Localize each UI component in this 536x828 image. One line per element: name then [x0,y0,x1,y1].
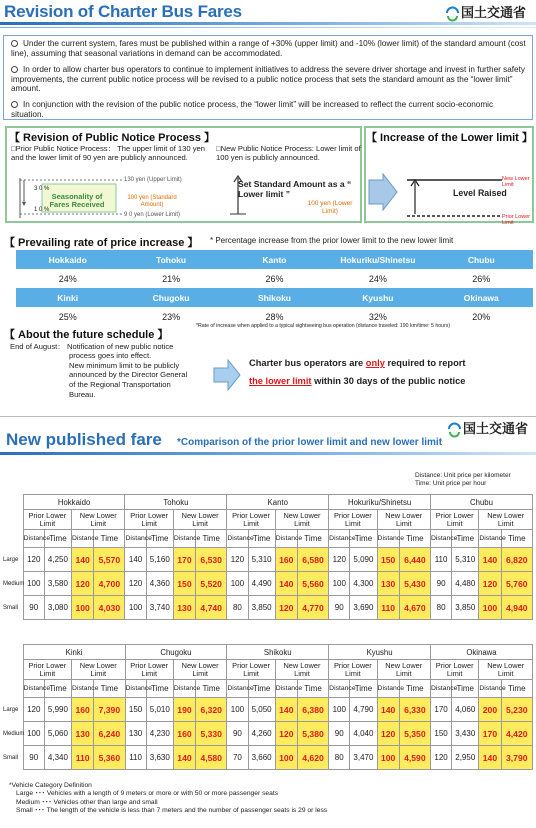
prior-fare-cell: 5,090 [350,548,377,572]
new-fare-cell: 140 [377,698,399,722]
report-line-2: the lower limit within 30 days of the public notice [249,376,466,386]
prior-fare-cell: 3,470 [350,746,377,770]
new-fare-cell: 6,320 [196,698,227,722]
prior-fare-cell: 4,790 [350,698,377,722]
distance-header: Distance [125,530,146,548]
header-bar [0,22,536,25]
rate-region: Chugoku [119,288,222,307]
fare-row [3,698,533,722]
new-fare-cell: 130 [173,596,195,620]
new-fare-cell: 6,820 [501,548,532,572]
ministry-mark-icon [446,7,459,20]
rate-value-row [16,269,533,288]
rate-value: 28% [223,307,326,326]
new-fare-cell: 200 [479,698,501,722]
prior-limit-header: Prior Lower Limit [125,660,173,680]
distance-header: Distance [275,530,297,548]
prior-fare-cell: 4,260 [248,722,275,746]
ministry-logo-text: 国土交通省 [461,5,527,20]
time-header: Time [501,680,532,698]
prior-limit-header: Prior Lower Limit [227,510,275,530]
prior-fare-cell: 120 [125,572,146,596]
prior-fare-cell: 70 [227,746,248,770]
time-header: Time [44,530,71,548]
increase-title: 【 Increase of the Lower limit 】 [366,132,533,144]
time-header: Time [452,530,479,548]
distance-header: Distance [479,680,501,698]
rate-header-row [16,288,533,307]
distance-header: Distance [23,680,44,698]
new-fare-cell: 140 [275,698,297,722]
region-header: Okinawa [430,645,532,660]
new-fare-cell: 5,360 [94,746,125,770]
prior-fare-cell: 120 [227,548,248,572]
lower-limit-emphasis: the lower limit [249,376,312,386]
distance-header: Distance [23,530,44,548]
new-limit-header: New Lower Limit [173,660,226,680]
new-fare-cell: 4,620 [297,746,328,770]
new-fare-cell: 4,030 [94,596,125,620]
distance-header: Distance [431,530,452,548]
region-header: Kinki [23,645,125,660]
prior-fare-cell: 120 [329,548,350,572]
new-fare-cell: 140 [72,548,94,572]
prior-fare-cell: 5,310 [452,548,479,572]
prevailing-title: 【 Prevailing rate of price increase 】 [4,237,199,249]
seasonality-label: Seasonality of Fares Received [49,192,105,209]
schedule-title: 【 About the future schedule 】 [4,329,169,341]
prior-fare-cell: 90 [227,722,248,746]
region-header: Chubu [431,495,533,510]
new-fare-cell: 110 [72,746,94,770]
prior-fare-cell: 4,480 [452,572,479,596]
region-header: Kyushu [329,645,431,660]
new-fare-cell: 130 [377,572,399,596]
new-fare-cell: 120 [275,596,297,620]
standard-amount-label: 100 yen (Standard Amount) [127,195,177,208]
new-fare-cell: 150 [173,572,195,596]
new-fare-cell: 120 [377,722,399,746]
prior-fare-cell: 130 [125,722,146,746]
new-fare-cell: 6,330 [399,698,430,722]
rate-table [16,250,533,326]
new-fare-cell: 5,350 [399,722,430,746]
prior-fare-cell: 100 [329,572,350,596]
prior-fare-cell: 80 [431,596,452,620]
rate-region: Kanto [223,250,326,269]
prior-fare-cell: 3,850 [452,596,479,620]
prior-fare-cell: 4,360 [146,572,173,596]
new-limit-header: New Lower Limit [479,660,533,680]
region-header: Tohoku [125,495,227,510]
vehicle-definitions: *Vehicle Category Definition Large ･･･ Vehicles with a length of 9 meters or more or with 50 or more passenger seats Medium ･･･ Vehicles other than large and small Small ･･･ The length of the vehicle is less than 7 meters and the number of passenger seats is 29 or less [9,782,328,814]
new-fare-cell: 6,240 [94,722,125,746]
time-header: Time [44,680,71,698]
new-fare-cell: 130 [72,722,94,746]
prior-lower-limit-tag: Prior Lower Limit [502,214,531,226]
fares-title: New published fare [6,430,162,449]
rate-value: 20% [430,307,533,326]
new-fare-cell: 140 [479,746,501,770]
schedule-detail: process goes into effect. New minimum limit to be publicly announced by the Director General of the Regional Transportation Bureau. [69,351,188,399]
new-fare-cell: 170 [479,722,501,746]
notice-item: In order to allow charter bus operators to continue to implement initiatives to address the severe driver shortage and invest in further safety improvements, the current public notice process will be revised to a public notice process that sets the standard amount as the “lower limit” amount. [11,65,525,93]
new-fare-cell: 100 [72,596,94,620]
new-lower-limit-tag: New Lower Limit [502,176,530,188]
distance-header: Distance [72,530,94,548]
fare-row [3,746,533,770]
only-emphasis: only [365,358,385,368]
right-arrow-icon [212,358,242,392]
new-fare-cell: 5,380 [297,722,328,746]
distance-header: Distance [479,530,501,548]
rate-value: 26% [430,269,533,288]
distance-header: Distance [377,530,399,548]
new-fare-cell: 110 [377,596,399,620]
header-bar-thin [0,27,536,28]
rate-footnote: *Rate of increase when applied to a typical sightseeing bus operation (distance traveled: 190 km/time: 5 hours) [196,323,451,329]
time-header: Time [399,530,430,548]
region-header: Shikoku [227,645,329,660]
notice-item: In conjunction with the revision of the public notice process, the “lower limit” will be increased to reflect the current socio-economic situation. [11,100,494,119]
prior-fare-cell: 100 [23,572,44,596]
prior-fare-cell: 5,050 [248,698,275,722]
new-limit-header: New Lower Limit [377,660,430,680]
prior-limit-header: Prior Lower Limit [125,510,173,530]
new-limit-header: New Lower Limit [72,510,125,530]
distance-header: Distance [173,530,195,548]
new-limit-header: New Lower Limit [377,510,430,530]
pct-10-label: 1 0 % [34,207,50,213]
new-fare-cell: 5,430 [399,572,430,596]
unit-row [3,680,533,698]
prior-fare-cell: 120 [23,698,44,722]
section-divider [0,416,536,417]
vehicle-size-label: Medium [3,580,25,587]
new-fare-cell: 5,570 [94,548,125,572]
distance-header: Distance [329,680,350,698]
page-title: Revision of Charter Bus Fares [4,2,242,21]
prior-fare-cell: 100 [227,698,248,722]
region-header: Kanto [227,495,329,510]
bullet-circle-icon [11,101,18,108]
new-fare-cell: 5,520 [196,572,227,596]
process-title: 【 Revision of Public Notice Process 】 [9,132,215,144]
fare-row [3,596,533,620]
new-lower-limit-label: 100 yen (Lower Limit) [307,200,353,215]
prior-limit-header: Prior Lower Limit [430,660,478,680]
time-header: Time [501,530,532,548]
bullet-circle-icon [11,66,18,73]
new-fare-cell: 4,670 [399,596,430,620]
distance-header: Distance [329,530,350,548]
rate-region: Tohoku [119,250,222,269]
fare-row [3,548,533,572]
prior-fare-cell: 4,490 [248,572,275,596]
limit-row [3,510,533,530]
prior-fare-cell: 90 [23,596,44,620]
distance-header: Distance [72,680,94,698]
unit-row [3,530,533,548]
time-header: Time [399,680,430,698]
rate-region: Hokuriku/Shinetsu [326,250,429,269]
new-limit-header: New Lower Limit [479,510,533,530]
prevailing-note: * Percentage increase from the prior lower limit to the new lower limit [210,236,454,245]
fares-bar [0,452,536,455]
new-fare-cell: 5,760 [501,572,532,596]
rate-value: 26% [223,269,326,288]
prior-fare-cell: 100 [125,596,146,620]
limit-row [3,660,533,680]
time-header: Time [94,680,125,698]
prior-fare-cell: 3,430 [452,722,479,746]
distance-header: Distance [227,680,248,698]
fare-table-2 [3,644,533,770]
prior-fare-cell: 4,230 [146,722,173,746]
prior-limit-header: Prior Lower Limit [23,660,71,680]
new-fare-cell: 4,590 [399,746,430,770]
ministry-logo-2: 国土交通省 [448,418,528,437]
prior-fare-cell: 4,340 [44,746,71,770]
rate-region: Kyushu [326,288,429,307]
new-fare-cell: 6,580 [297,548,328,572]
vehicle-size-label: Medium [3,730,25,737]
vehicle-size-label: Large [3,706,19,713]
prior-fare-cell: 3,580 [44,572,71,596]
time-header: Time [146,680,173,698]
level-raised-label: Level Raised [453,188,507,198]
new-fare-cell: 4,420 [501,722,532,746]
prior-fare-cell: 80 [329,746,350,770]
time-header: Time [146,530,173,548]
prior-limit-header: Prior Lower Limit [329,510,377,530]
prior-fare-cell: 3,660 [248,746,275,770]
region-header: Hokuriku/Shinetsu [329,495,431,510]
rate-value: 32% [326,307,429,326]
fare-row [3,722,533,746]
upper-limit-label: 130 yen (Upper Limit) [124,177,182,183]
rate-value: 23% [119,307,222,326]
rate-region: Chubu [430,250,533,269]
distance-header: Distance [227,530,248,548]
prior-fare-cell: 4,060 [452,698,479,722]
new-fare-cell: 100 [377,746,399,770]
new-fare-cell: 6,380 [297,698,328,722]
prior-fare-cell: 2,950 [452,746,479,770]
new-fare-cell: 190 [173,698,195,722]
prior-fare-cell: 3,740 [146,596,173,620]
prior-fare-cell: 3,630 [146,746,173,770]
distance-header: Distance [430,680,451,698]
rate-value: 24% [326,269,429,288]
schedule-line: End of August： Notification of new public notice [10,342,174,351]
prior-fare-cell: 4,040 [350,722,377,746]
prior-fare-cell: 140 [125,548,146,572]
fares-subtitle: *Comparison of the prior lower limit and new lower limit [177,437,443,448]
vehicle-size-label: Small [3,754,19,761]
prior-fare-cell: 90 [431,572,452,596]
prior-limit-header: Prior Lower Limit [23,510,71,530]
prior-fare-cell: 170 [430,698,451,722]
time-header: Time [248,530,275,548]
time-header: Time [94,530,125,548]
time-header: Time [196,680,227,698]
prior-limit-header: Prior Lower Limit [431,510,479,530]
new-fare-cell: 100 [275,746,297,770]
prior-fare-cell: 110 [125,746,146,770]
prior-limit-header: Prior Lower Limit [227,660,275,680]
new-limit-header: New Lower Limit [275,660,328,680]
time-header: Time [350,530,377,548]
report-line-1: Charter bus operators are only required to report [249,358,466,368]
prior-fare-cell: 5,310 [248,548,275,572]
prior-fare-cell: 4,300 [350,572,377,596]
ministry-mark-icon [448,423,461,436]
new-fare-cell: 4,580 [196,746,227,770]
rate-region: Shikoku [223,288,326,307]
fare-row [3,572,533,596]
new-fare-cell: 140 [275,572,297,596]
new-fare-cell: 7,390 [94,698,125,722]
prior-process-desc: □Prior Public Notice Process： The upper limit of 130 yen and the lower limit of 90 yen are publicly announced. [11,144,205,162]
new-fare-cell: 4,770 [297,596,328,620]
fare-table-1 [3,494,533,620]
rate-region: Hokkaido [16,250,119,269]
new-fare-cell: 6,530 [196,548,227,572]
fares-legend: Distance: Unit price per kilometer Time: Unit price per hour [415,472,511,487]
region-header: Hokkaido [23,495,125,510]
prior-fare-cell: 90 [329,722,350,746]
new-fare-cell: 5,330 [196,722,227,746]
prior-fare-cell: 120 [23,548,44,572]
prior-fare-cell: 100 [23,722,44,746]
rate-region: Kinki [16,288,119,307]
new-fare-cell: 160 [72,698,94,722]
distance-header: Distance [173,680,195,698]
distance-header: Distance [275,680,297,698]
prior-fare-cell: 150 [125,698,146,722]
prior-fare-cell: 110 [431,548,452,572]
new-limit-header: New Lower Limit [72,660,125,680]
rate-region: Okinawa [430,288,533,307]
prior-fare-cell: 3,690 [350,596,377,620]
prior-fare-cell: 90 [329,596,350,620]
prior-fare-cell: 3,080 [44,596,71,620]
prior-fare-cell: 100 [329,698,350,722]
prior-fare-cell: 5,010 [146,698,173,722]
new-process-desc: □New Public Notice Process: Lower limit of 100 yen is publicly announced. [216,144,361,162]
new-fare-cell: 140 [173,746,195,770]
new-limit-header: New Lower Limit [275,510,328,530]
new-fare-cell: 140 [479,548,501,572]
distance-header: Distance [125,680,146,698]
new-fare-cell: 3,790 [501,746,532,770]
vehicle-size-label: Small [3,604,19,611]
prior-fare-cell: 100 [227,572,248,596]
prior-range-diagram [10,172,230,222]
time-header: Time [297,530,328,548]
lower-limit-label: 9 0 yen (Lower Limit) [124,212,181,218]
new-fare-cell: 160 [275,548,297,572]
time-header: Time [248,680,275,698]
time-header: Time [297,680,328,698]
new-limit-header: New Lower Limit [173,510,226,530]
pct-30-label: 3 0 % [34,186,50,192]
new-fare-cell: 6,440 [399,548,430,572]
ministry-logo [446,2,526,21]
prior-fare-cell: 120 [430,746,451,770]
rate-value: 25% [16,307,119,326]
prior-fare-cell: 4,250 [44,548,71,572]
prior-fare-cell: 3,850 [248,596,275,620]
rate-header-row [16,250,533,269]
new-fare-cell: 150 [377,548,399,572]
new-fare-cell: 4,740 [196,596,227,620]
prior-fare-cell: 90 [23,746,44,770]
time-header: Time [196,530,227,548]
time-header: Time [452,680,479,698]
new-fare-cell: 5,230 [501,698,532,722]
new-fare-cell: 170 [173,548,195,572]
prior-fare-cell: 80 [227,596,248,620]
new-fare-cell: 120 [72,572,94,596]
time-header: Time [350,680,377,698]
new-fare-cell: 120 [479,572,501,596]
prior-fare-cell: 5,990 [44,698,71,722]
new-fare-cell: 4,700 [94,572,125,596]
prior-fare-cell: 150 [430,722,451,746]
notice-item: Under the current system, fares must be published within a range of +30% (upper limit) and -10% (lower limit) of the standard amount (cost line), assuming that seasonal variations in demand can be accommodated. [11,39,526,58]
region-header: Chugoku [125,645,227,660]
prior-limit-header: Prior Lower Limit [329,660,377,680]
new-fare-cell: 160 [173,722,195,746]
region-row [3,645,533,660]
rate-value: 21% [119,269,222,288]
new-fare-cell: 100 [479,596,501,620]
vehicle-size-label: Large [3,556,19,563]
notice-box [3,35,533,120]
rate-value: 24% [16,269,119,288]
bullet-circle-icon [11,40,18,47]
region-row [3,495,533,510]
prior-fare-cell: 5,060 [44,722,71,746]
distance-header: Distance [377,680,399,698]
new-fare-cell: 120 [275,722,297,746]
prior-fare-cell: 5,160 [146,548,173,572]
new-fare-cell: 4,940 [501,596,532,620]
new-fare-cell: 5,560 [297,572,328,596]
set-standard-label: Set Standard Amount as a “ Lower limit ” [238,179,352,199]
